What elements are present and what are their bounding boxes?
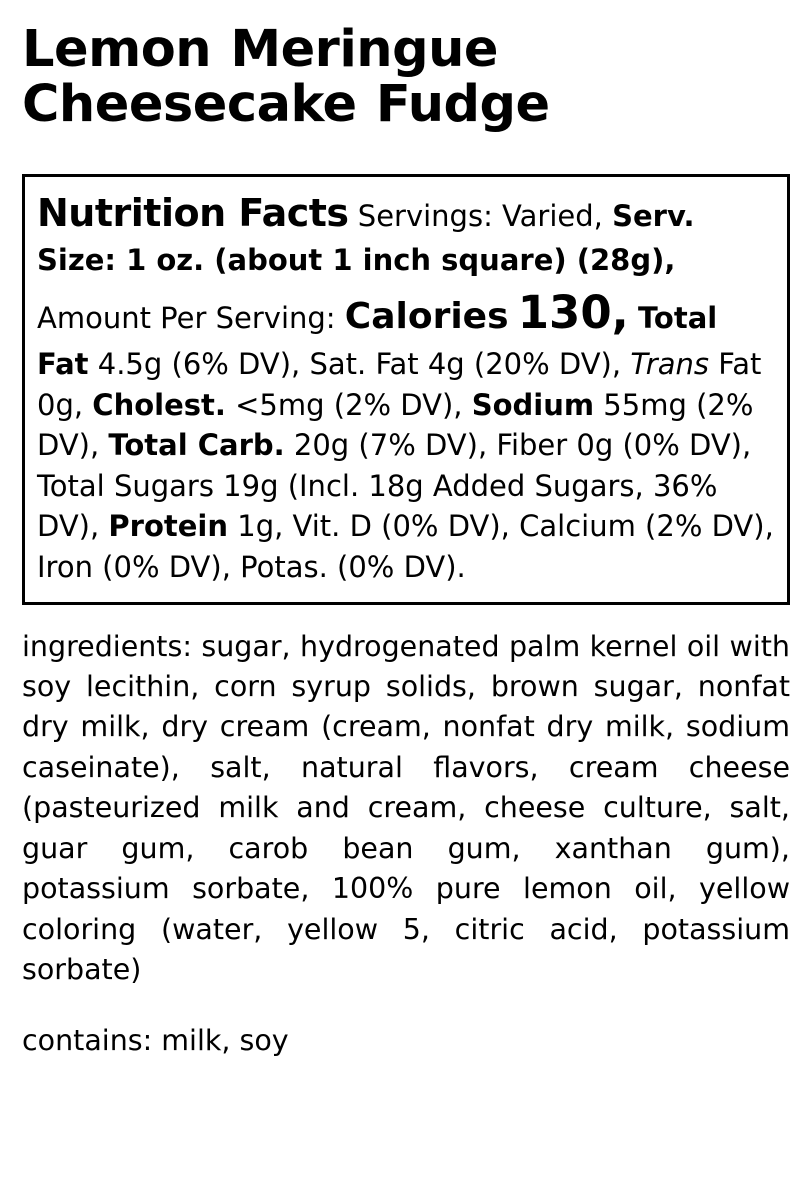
- protein-label: Protein: [108, 509, 229, 544]
- trans-fat-value: Fat 0g,: [37, 346, 762, 422]
- vitamin-d-text: Vit. D (0% DV),: [292, 509, 510, 544]
- fiber-text: Fiber 0g (0% DV),: [496, 428, 752, 463]
- protein-value: 1g,: [237, 509, 284, 544]
- sodium-value: 55mg (2% DV),: [37, 387, 754, 463]
- allergen-statement: contains: milk, soy: [22, 1023, 289, 1057]
- total-fat-label: Total Fat: [37, 300, 718, 381]
- saturated-fat-text: Sat. Fat 4g (20% DV),: [309, 346, 622, 381]
- potassium-text: Potas. (0% DV).: [240, 549, 466, 584]
- calories-label: Calories: [344, 295, 509, 337]
- ingredients-text: ingredients: sugar, hydrogenated palm kernel oil with soy lecithin, corn syrup solids, brown sugar, nonfat dry milk, dry cream (cream, nonfat dry milk, sodium caseinate), salt, natural flavors, cream cheese (pasteurized milk and cream, cheese culture, salt, guar gum, carob bean gum, xanthan gum), potassium sorbate, 100% pure lemon oil, yellow coloring (water, yellow 5, citric acid, potassium sorbate): [22, 629, 790, 987]
- sodium-label: Sodium: [471, 387, 595, 422]
- label-page: [0, 22, 812, 1061]
- total-fat-value: 4.5g (6% DV),: [97, 346, 301, 381]
- trans-fat-label: Trans: [630, 346, 709, 381]
- amount-per-serving-text: Amount Per Serving:: [37, 300, 336, 335]
- iron-text: Iron (0% DV),: [37, 549, 231, 584]
- nutrition-facts-panel: [22, 174, 790, 604]
- servings-text: Servings: Varied,: [357, 199, 603, 234]
- total-carb-label: Total Carb.: [108, 428, 285, 463]
- calories-value: 130,: [517, 285, 629, 339]
- page-title: Lemon Meringue Cheesecake Fudge: [22, 20, 550, 135]
- total-carb-value: 20g (7% DV),: [293, 428, 488, 463]
- total-sugars-text: Total Sugars 19g (Incl. 18g Added Sugars, 36% DV),: [37, 468, 718, 544]
- cholesterol-value: <5mg (2% DV),: [235, 387, 463, 422]
- calcium-text: Calcium (2% DV),: [519, 509, 774, 544]
- cholesterol-label: Cholest.: [92, 387, 226, 422]
- serving-size-text: Serv. Size: 1 oz. (about 1 inch square) (28g),: [37, 199, 695, 278]
- nutrition-facts-heading: Nutrition Facts: [37, 191, 349, 236]
- nutrition-facts-flow: [37, 187, 775, 587]
